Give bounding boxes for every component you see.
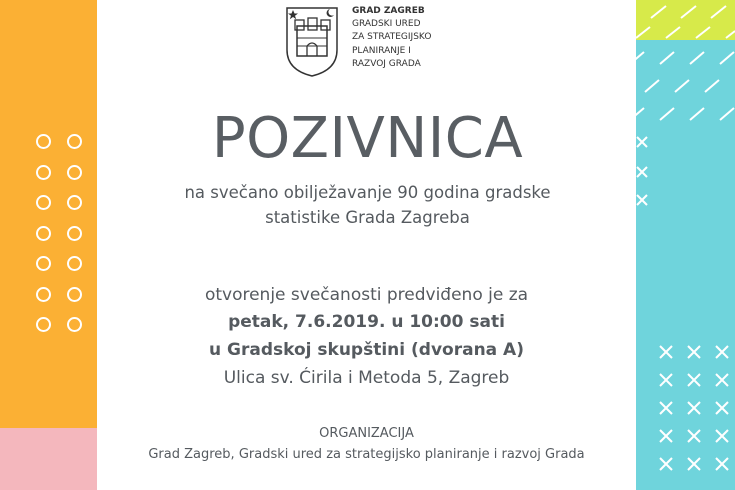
intro-text: otvorenje svečanosti predviđeno je za [204,285,529,305]
logo-line: GRAD ZAGREB [352,6,425,16]
subtitle [150,180,585,230]
organization-label: ORGANIZACIJA [319,426,414,441]
left-pink-block [0,428,97,490]
logo-line: ZA STRATEGIJSKO [352,32,432,43]
circle-decor-icon [67,256,82,271]
subtitle-line: statistike Grada Zagreba [265,208,470,227]
stripe-pattern-icon [636,0,735,40]
circle-decor-icon [67,195,82,210]
right-green-block [636,0,735,40]
circle-decor-icon [36,287,51,302]
circle-decor-icon [67,226,82,241]
circle-decor-icon [67,287,82,302]
circle-decor-icon [36,317,51,332]
city-coat-of-arms-icon [283,4,341,78]
left-decor-band [0,0,97,428]
page-title: POZIVNICA [211,106,524,171]
circle-decor-icon [36,226,51,241]
venue-text: u Gradskoj skupštini (dvorana A) [209,340,524,360]
circle-decor-icon [36,195,51,210]
address-text: Ulica sv. Ćirila i Metoda 5, Zagreb [223,368,510,388]
circle-decor-icon [67,317,82,332]
date-time-text: petak, 7.6.2019. u 10:00 sati [228,312,505,332]
logo-text [352,5,431,71]
circle-decor-icon [36,256,51,271]
logo-line: RAZVOJ GRADA [352,58,421,69]
subtitle-line: na svečano obilježavanje 90 godina gradske [184,183,551,202]
organization-text: Grad Zagreb, Gradski ured za strategijsko planiranje i razvoj Grada [148,447,585,462]
logo-line: PLANIRANJE I [352,45,411,56]
logo-line: GRADSKI URED [352,19,421,30]
